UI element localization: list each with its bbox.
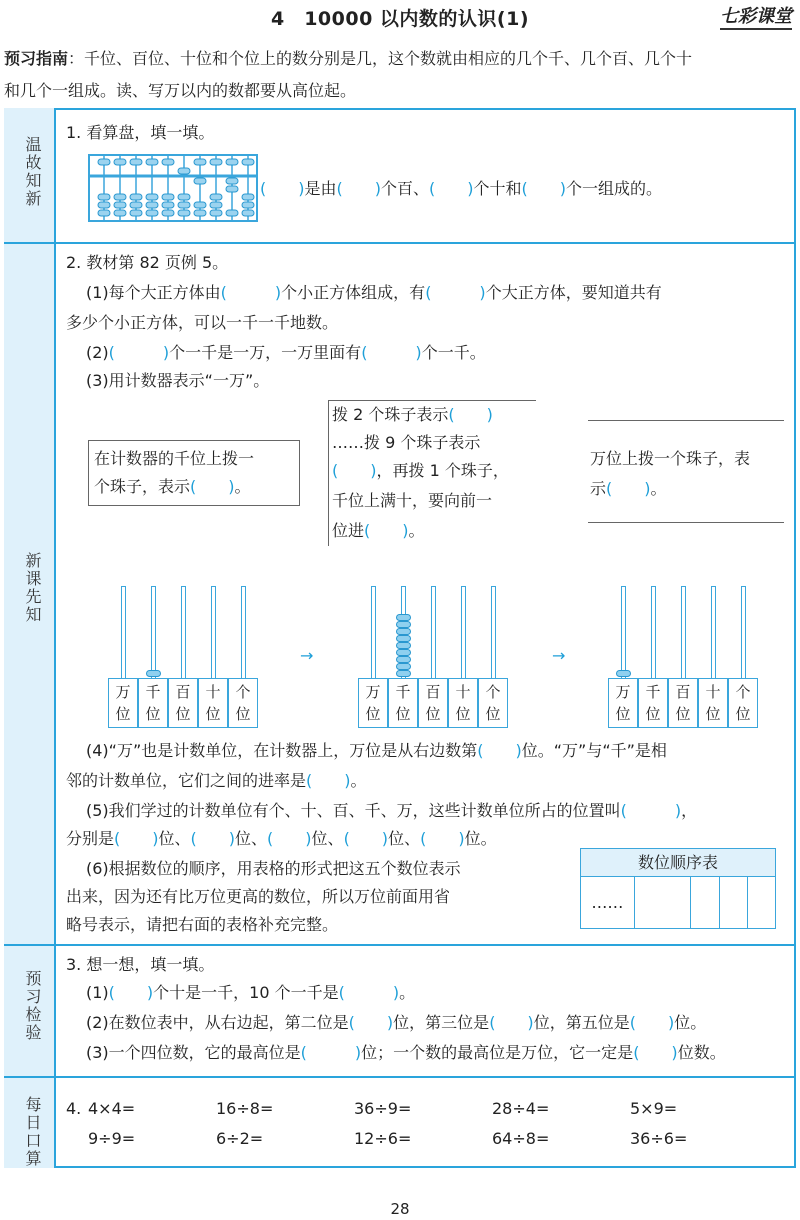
q1-text-1: 是由 xyxy=(304,179,337,198)
q2-s4-line1 xyxy=(86,740,667,762)
place-suffix: 位 xyxy=(365,705,381,723)
guide-text-1: ：千位、百位、十位和个位上的数分别是几，这个数就由相应的几个千、几个百、几个十 xyxy=(68,49,693,68)
place-cell xyxy=(668,678,698,728)
q2-s4-line2 xyxy=(66,770,367,792)
place-suffix: 位 xyxy=(675,705,691,723)
calc-1-3[interactable]: 36÷9= xyxy=(354,1099,412,1118)
q2-s4-end: 。 xyxy=(350,771,367,790)
q2-s2-text-1: (2) xyxy=(86,343,109,362)
counter-rod xyxy=(651,586,656,678)
table-cell-4[interactable] xyxy=(748,877,776,929)
q3-title: 3. 想一想，填一填。 xyxy=(66,955,215,974)
q3-l2-blank-2[interactable]: ( ) xyxy=(489,1013,534,1032)
q2-s4-blank-2[interactable]: ( ) xyxy=(306,771,351,790)
q3-l3-blank-1[interactable]: ( ) xyxy=(300,1043,362,1062)
q3-line1 xyxy=(86,982,415,1004)
place-cell xyxy=(168,678,198,728)
place-name: 千 xyxy=(395,683,411,701)
q1-sentence xyxy=(260,178,662,200)
box1-line1: 在计数器的千位上拨一 xyxy=(94,449,255,468)
q3-line2 xyxy=(86,1012,706,1034)
q2-s4-blank-1[interactable]: ( ) xyxy=(477,741,522,760)
calc-1-4[interactable]: 28÷4= xyxy=(492,1099,550,1118)
counter-rod xyxy=(491,586,496,678)
place-cell xyxy=(608,678,638,728)
place-name: 百 xyxy=(675,683,691,701)
box2-line4: 千位上满十，要向前一 xyxy=(332,491,493,510)
q3-l3-blank-2[interactable]: ( ) xyxy=(633,1043,678,1062)
box1-end: 。 xyxy=(234,477,251,496)
place-suffix: 位 xyxy=(735,705,751,723)
q3-l2-text-3: 位，第五位是 xyxy=(533,1013,630,1032)
box2-text-5: 位进 xyxy=(332,521,365,540)
place-cell xyxy=(388,678,418,728)
box2-end: 。 xyxy=(408,521,425,540)
q2-s5-text-2: ， xyxy=(681,801,698,820)
q2-s5-wei-2: 位、 xyxy=(235,829,268,848)
q1-blank-4[interactable]: ( ) xyxy=(521,179,567,198)
place-name: 十 xyxy=(705,683,721,701)
q3-l3-text-1: (3)一个四位数，它的最高位是 xyxy=(86,1043,301,1062)
q2-s1-line1 xyxy=(86,282,662,304)
section-label-new-lesson: 新课先知 xyxy=(23,552,42,624)
q2-s5-line1 xyxy=(86,800,697,822)
page-title: 4 10000 以内数的认识(1) xyxy=(270,8,530,30)
counter-rod xyxy=(151,586,156,678)
table-cell-3[interactable] xyxy=(720,877,748,929)
place-name: 个 xyxy=(735,683,751,701)
box2-text-3: ，再拨 1 个珠子， xyxy=(376,461,509,480)
guide-label: 预习指南 xyxy=(4,49,69,68)
q2-s3-line: (3)用计数器表示“一万”。 xyxy=(86,371,270,390)
q3-l3-end: 位数。 xyxy=(677,1043,726,1062)
q2-s2-line xyxy=(86,342,486,364)
q4-number: 4. xyxy=(66,1099,82,1118)
q2-s5-wei-1: 位、 xyxy=(158,829,191,848)
counting-frame-1 xyxy=(108,586,258,728)
table-cell-1[interactable] xyxy=(634,877,690,929)
box2-blank-3[interactable]: ( ) xyxy=(364,521,409,540)
q2-s5-blank-3[interactable]: ( ) xyxy=(190,829,236,848)
counter-bead xyxy=(396,649,411,656)
q2-s5-wei-3: 位、 xyxy=(311,829,344,848)
place-suffix: 位 xyxy=(645,705,661,723)
counter-rod xyxy=(241,586,246,678)
section-label-daily: 每日口算 xyxy=(23,1096,42,1168)
q2-s5-blank-6[interactable]: ( ) xyxy=(420,829,465,848)
q3-l2-end: 位。 xyxy=(674,1013,707,1032)
place-suffix: 位 xyxy=(455,705,471,723)
counter-bead xyxy=(146,670,161,677)
place-value-table xyxy=(580,848,776,929)
calc-2-3[interactable]: 12÷6= xyxy=(354,1129,412,1148)
counter-bead xyxy=(396,663,411,670)
q2-s5-blank-1[interactable]: ( ) xyxy=(620,801,682,820)
q1-text-4: 个一组成的。 xyxy=(566,179,663,198)
place-suffix: 位 xyxy=(485,705,501,723)
counter-bead xyxy=(396,621,411,628)
table-title: 数位顺序表 xyxy=(581,849,776,877)
place-cell xyxy=(638,678,668,728)
place-name: 百 xyxy=(425,683,441,701)
place-name: 个 xyxy=(485,683,501,701)
calc-1-1[interactable]: 4×4= xyxy=(88,1099,136,1118)
box1-text: 个珠子，表示 xyxy=(94,477,191,496)
q2-s5-end: 位。 xyxy=(464,829,497,848)
counter-bead xyxy=(396,670,411,677)
q1-text-3: 个十和 xyxy=(473,179,522,198)
q2-s2-blank-2[interactable]: ( ) xyxy=(361,343,422,362)
place-cell xyxy=(198,678,228,728)
place-cell xyxy=(418,678,448,728)
counter-rod xyxy=(681,586,686,678)
calc-2-4[interactable]: 64÷8= xyxy=(492,1129,550,1148)
q2-s5-blank-2[interactable]: ( ) xyxy=(114,829,159,848)
q2-s6-line2: 出来，因为还有比万位更高的数位，所以万位前面用省 xyxy=(66,887,451,906)
q2-s1-text-1: (1)每个大正方体由 xyxy=(86,283,221,302)
q2-s4-text-3: 邻的计数单位，它们之间的进率是 xyxy=(66,771,307,790)
arrow-1: → xyxy=(300,646,314,665)
divider-3 xyxy=(4,1076,796,1078)
q1-text-2: 个百、 xyxy=(381,179,430,198)
place-name: 万 xyxy=(615,683,631,701)
box3-line1: 万位上拨一个珠子，表 xyxy=(590,449,751,468)
place-name: 十 xyxy=(205,683,221,701)
counter-rod xyxy=(621,586,626,678)
box1-blank[interactable]: ( ) xyxy=(190,477,235,496)
divider-1 xyxy=(4,242,796,244)
q3-l1-text-1: (1) xyxy=(86,983,109,1002)
place-cell xyxy=(358,678,388,728)
q3-l2-blank-3[interactable]: ( ) xyxy=(629,1013,675,1032)
calc-2-5[interactable]: 36÷6= xyxy=(630,1129,688,1148)
counter-bead xyxy=(616,670,631,677)
place-cell xyxy=(228,678,258,728)
q3-l2-text-1: (2)在数位表中，从右边起，第二位是 xyxy=(86,1013,349,1032)
counter-rod xyxy=(741,586,746,678)
box3-text: 示 xyxy=(590,479,607,498)
abacus-image xyxy=(88,154,258,222)
q2-s1-line2: 多少个小正方体，可以一千一千地数。 xyxy=(66,313,339,332)
counter-rod xyxy=(461,586,466,678)
guide-line-1 xyxy=(4,46,692,69)
calc-2-1[interactable]: 9÷9= xyxy=(88,1129,136,1148)
place-cell xyxy=(478,678,508,728)
q3-l2-text-2: 位，第三位是 xyxy=(393,1013,490,1032)
arrow-2: → xyxy=(552,646,566,665)
place-name: 个 xyxy=(235,683,251,701)
q2-s5-wei-4: 位、 xyxy=(388,829,421,848)
calc-2-2[interactable]: 6÷2= xyxy=(216,1129,264,1148)
q3-l1-text-2: 个十是一千，10 个一千是 xyxy=(153,983,339,1002)
q2-s1-blank-2[interactable]: ( ) xyxy=(425,283,486,302)
counting-frame-2 xyxy=(358,586,508,728)
box2-blank-1[interactable]: ( ) xyxy=(448,405,493,424)
q1-blank-2[interactable]: ( ) xyxy=(336,179,382,198)
place-cell xyxy=(698,678,728,728)
box3-line2 xyxy=(590,478,667,500)
q2-s5-text-3: 分别是 xyxy=(66,829,115,848)
counter-rod xyxy=(121,586,126,678)
section-label-check: 预习检验 xyxy=(23,970,42,1042)
counter-bead xyxy=(396,642,411,649)
box2-line2: ……拨 9 个珠子表示 xyxy=(332,433,481,452)
q2-s4-text-1: (4)“万”也是计数单位，在计数器上，万位是从右边数第 xyxy=(86,741,478,760)
q2-s2-text-2: 个一千是一万，一万里面有 xyxy=(169,343,362,362)
place-name: 万 xyxy=(365,683,381,701)
place-cell xyxy=(108,678,138,728)
counter-rod xyxy=(371,586,376,678)
place-name: 万 xyxy=(115,683,131,701)
section-label-review: 温故知新 xyxy=(23,136,42,208)
q2-s1-text-2: 个小正方体组成，有 xyxy=(281,283,426,302)
place-name: 十 xyxy=(455,683,471,701)
q2-s5-line2 xyxy=(66,828,497,850)
q2-s1-text-3: 个大正方体，要知道共有 xyxy=(485,283,662,302)
counter-bead xyxy=(396,614,411,621)
box3-top-rule xyxy=(588,420,784,421)
counter-rod xyxy=(431,586,436,678)
box2-line3 xyxy=(332,460,509,482)
place-suffix: 位 xyxy=(615,705,631,723)
place-suffix: 位 xyxy=(705,705,721,723)
box3-bottom-rule xyxy=(588,522,784,523)
place-suffix: 位 xyxy=(145,705,161,723)
place-suffix: 位 xyxy=(395,705,411,723)
counter-bead xyxy=(396,656,411,663)
place-name: 千 xyxy=(645,683,661,701)
q1-blank-1[interactable]: ( ) xyxy=(260,179,305,198)
counter-bead xyxy=(396,628,411,635)
q2-s1-blank-1[interactable]: ( ) xyxy=(220,283,282,302)
divider-2 xyxy=(4,944,796,946)
place-name: 千 xyxy=(145,683,161,701)
brand-logo: 七彩课堂 xyxy=(720,2,792,30)
box1-line2 xyxy=(94,476,251,498)
counter-rod xyxy=(711,586,716,678)
q3-l1-end: 。 xyxy=(399,983,416,1002)
q2-s6-line3: 略号表示，请把右面的表格补充完整。 xyxy=(66,915,339,934)
place-suffix: 位 xyxy=(235,705,251,723)
page-number: 28 xyxy=(390,1200,410,1218)
table-cell-2[interactable] xyxy=(690,877,720,929)
box3-end: 。 xyxy=(650,479,667,498)
counter-bead xyxy=(396,635,411,642)
box3-blank[interactable]: ( ) xyxy=(606,479,651,498)
counting-frame-3 xyxy=(608,586,758,728)
place-cell xyxy=(728,678,758,728)
q3-l3-text-2: 位；一个数的最高位是万位，它一定是 xyxy=(361,1043,634,1062)
q2-title: 2. 教材第 82 页例 5。 xyxy=(66,253,229,272)
place-cell xyxy=(448,678,478,728)
q2-s2-blank-1[interactable]: ( ) xyxy=(108,343,170,362)
q2-s5-blank-5[interactable]: ( ) xyxy=(343,829,389,848)
counter-rod xyxy=(181,586,186,678)
calc-1-5[interactable]: 5×9= xyxy=(630,1099,678,1118)
calc-1-2[interactable]: 16÷8= xyxy=(216,1099,274,1118)
guide-line-2: 和几个一组成。读、写万以内的数都要从高位起。 xyxy=(4,81,357,100)
box2-line5 xyxy=(332,520,425,542)
place-suffix: 位 xyxy=(175,705,191,723)
table-cell-dots: …… xyxy=(581,877,635,929)
counter-rod xyxy=(211,586,216,678)
q2-s4-text-2: 位。“万”与“千”是相 xyxy=(521,741,667,760)
q1-title: 1. 看算盘，填一填。 xyxy=(66,123,215,142)
q2-s2-text-3: 个一千。 xyxy=(421,343,486,362)
box2-blank-2[interactable]: ( ) xyxy=(332,461,377,480)
q2-s5-blank-4[interactable]: ( ) xyxy=(267,829,312,848)
q3-l2-blank-1[interactable]: ( ) xyxy=(348,1013,394,1032)
q3-line3 xyxy=(86,1042,726,1064)
q3-l1-blank-1[interactable]: ( ) xyxy=(108,983,154,1002)
q3-l1-blank-2[interactable]: ( ) xyxy=(338,983,400,1002)
place-cell xyxy=(138,678,168,728)
box2-text-1: 拨 2 个珠子表示 xyxy=(332,405,449,424)
place-suffix: 位 xyxy=(425,705,441,723)
place-suffix: 位 xyxy=(205,705,221,723)
q2-s6-line1: (6)根据数位的顺序，用表格的形式把这五个数位表示 xyxy=(86,859,461,878)
box2-line1 xyxy=(332,404,493,426)
q1-blank-3[interactable]: ( ) xyxy=(429,179,474,198)
place-suffix: 位 xyxy=(115,705,131,723)
place-name: 百 xyxy=(175,683,191,701)
q2-s5-text-1: (5)我们学过的计数单位有个、十、百、千、万，这些计数单位所占的位置叫 xyxy=(86,801,621,820)
